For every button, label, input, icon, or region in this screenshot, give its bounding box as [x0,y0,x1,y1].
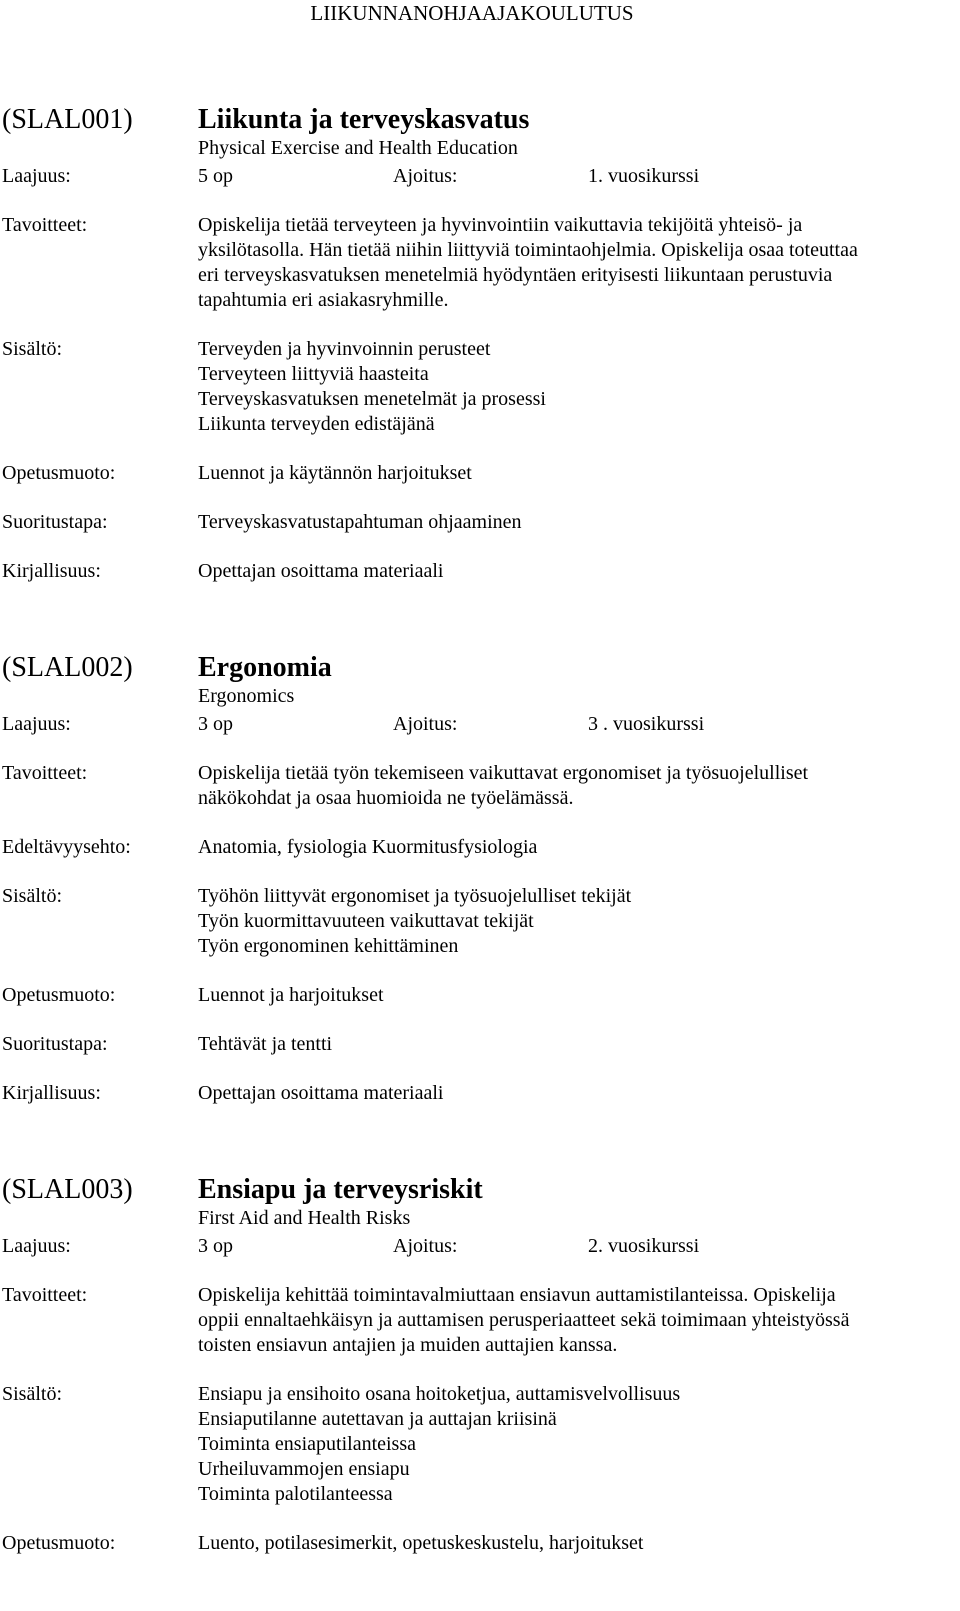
scope-label: Laajuus: [2,1235,71,1257]
course-block [0,1173,960,1556]
field-label: Tavoitteet: [2,762,88,784]
field-value [198,835,948,860]
field-label: Opetusmuoto: [2,984,116,1006]
course-code: (SLAL001) [2,104,133,135]
timing-label: Ajoitus: [393,1235,458,1257]
field-value [198,1032,948,1057]
field-value-line: yksilötasolla. Hän tietää niihin liittyviä toimintaohjelmia. Opiskelija osaa toteuttaa [198,239,858,261]
field-value [198,461,948,486]
course-field [0,559,960,584]
course-field [0,1032,960,1057]
timing-value: 2. vuosikurssi [588,1235,700,1257]
scope-value: 5 op [198,165,233,187]
scope-label: Laajuus: [2,713,71,735]
field-value-line: oppii ennaltaehkäisyn ja auttamisen perusperiaatteet sekä toimimaan yhteistyössä [198,1309,850,1331]
field-label: Sisältö: [2,338,63,360]
field-label: Tavoitteet: [2,214,88,236]
field-value-line: Tehtävät ja tentti [198,1033,333,1055]
field-value [198,213,948,313]
field-label: Suoritustapa: [2,1033,108,1055]
scope-label: Laajuus: [2,165,71,187]
course-title-row [0,651,960,707]
course-name: Ergonomia [198,652,332,683]
course-field [0,1081,960,1106]
field-value [198,761,948,811]
timing-label: Ajoitus: [393,713,458,735]
timing-value: 3 . vuosikurssi [588,713,705,735]
course-field [0,1283,960,1358]
field-value [198,559,948,584]
field-value-line: Opiskelija tietää terveyteen ja hyvinvointiin vaikuttavia tekijöitä yhteisö- ja [198,214,803,236]
field-value-line: Toiminta palotilanteessa [198,1483,393,1505]
field-value-line: Toiminta ensiaputilanteissa [198,1433,416,1455]
field-label: Kirjallisuus: [2,1082,101,1104]
field-value-line: Työn kuormittavuuteen vaikuttavat tekijät [198,910,534,932]
course-code: (SLAL003) [2,1174,133,1205]
course-meta-row [0,712,960,737]
field-value-line: Luento, potilasesimerkit, opetuskeskustelu, harjoitukset [198,1532,644,1554]
course-title-row [0,103,960,159]
course-name-english: Physical Exercise and Health Education [198,137,518,159]
field-value-line: Ensiapu ja ensihoito osana hoitoketjua, auttamisvelvollisuus [198,1383,681,1405]
field-label: Opetusmuoto: [2,1532,116,1554]
field-value [198,337,948,437]
course-field [0,461,960,486]
course-name: Ensiapu ja terveysriskit [198,1174,483,1205]
timing-label: Ajoitus: [393,165,458,187]
course-name-english: First Aid and Health Risks [198,1207,411,1229]
field-value [198,1382,948,1507]
field-value-line: tapahtumia eri asiakasryhmille. [198,289,449,311]
course-name: Liikunta ja terveyskasvatus [198,104,530,135]
field-label: Suoritustapa: [2,511,108,533]
course-name-english: Ergonomics [198,685,295,707]
course-field [0,884,960,959]
scope-value: 3 op [198,713,233,735]
course-field [0,983,960,1008]
field-value-line: Urheiluvammojen ensiapu [198,1458,410,1480]
field-label: Kirjallisuus: [2,560,101,582]
field-label: Opetusmuoto: [2,462,116,484]
course-meta-row [0,1234,960,1259]
course-field [0,835,960,860]
field-value [198,983,948,1008]
course-field [0,1382,960,1507]
field-value-line: Terveyskasvatustapahtuman ohjaaminen [198,511,522,533]
field-value [198,510,948,535]
field-value-line: Opettajan osoittama materiaali [198,560,444,582]
field-value-line: Opettajan osoittama materiaali [198,1082,444,1104]
field-value-line: Työhön liittyvät ergonomiset ja työsuojelulliset tekijät [198,885,632,907]
field-value-line: Terveyden ja hyvinvoinnin perusteet [198,338,491,360]
field-value-line: Opiskelija kehittää toimintavalmiuttaan ensiavun auttamistilanteissa. Opiskelija [198,1284,836,1306]
course-field [0,213,960,313]
timing-value: 1. vuosikurssi [588,165,700,187]
field-value-line: Työn ergonominen kehittäminen [198,935,459,957]
document-title: LIIKUNNANOHJAAJAKOULUTUS [310,1,634,25]
field-value-line: Luennot ja harjoitukset [198,984,384,1006]
field-value-line: Anatomia, fysiologia Kuormitusfysiologia [198,836,538,858]
field-value-line: Ensiaputilanne autettavan ja auttajan kriisinä [198,1408,557,1430]
field-value-line: Liikunta terveyden edistäjänä [198,413,435,435]
field-value-line: eri terveyskasvatuksen menetelmiä hyödyntäen erityisesti liikuntaan perustuvia [198,264,833,286]
page-header [0,0,960,26]
field-label: Tavoitteet: [2,1284,88,1306]
course-meta-row [0,164,960,189]
field-value [198,1531,948,1556]
field-value [198,1283,948,1358]
course-block [0,651,960,1106]
field-value [198,884,948,959]
course-block [0,103,960,584]
field-value-line: toisten ensiavun antajien ja muiden auttajien kanssa. [198,1334,618,1356]
field-value-line: Terveyskasvatuksen menetelmät ja prosessi [198,388,546,410]
field-value-line: Opiskelija tietää työn tekemiseen vaikuttavat ergonomiset ja työsuojelulliset [198,762,809,784]
course-field [0,761,960,811]
course-field [0,510,960,535]
field-value-line: Terveyteen liittyviä haasteita [198,363,429,385]
course-field [0,1531,960,1556]
field-label: Sisältö: [2,885,63,907]
course-code: (SLAL002) [2,652,133,683]
field-value-line: näkökohdat ja osaa huomioida ne työelämässä. [198,787,574,809]
scope-value: 3 op [198,1235,233,1257]
course-field [0,337,960,437]
course-title-row [0,1173,960,1229]
field-value [198,1081,948,1106]
field-label: Sisältö: [2,1383,63,1405]
field-value-line: Luennot ja käytännön harjoitukset [198,462,472,484]
field-label: Edeltävyysehto: [2,836,131,858]
